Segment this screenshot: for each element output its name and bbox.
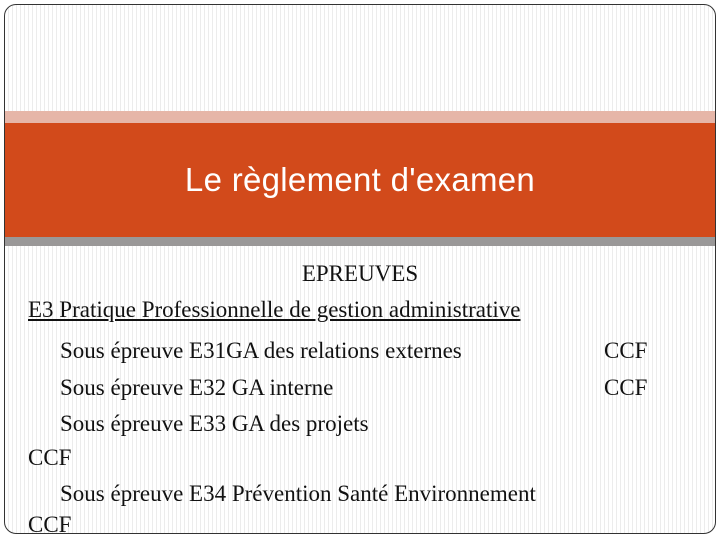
sub-exam-e31-mode: CCF <box>604 338 648 363</box>
title-band-bottom-stripe <box>5 237 715 246</box>
sub-exam-e34: Sous épreuve E34 Prévention Santé Environnement <box>60 481 536 506</box>
sub-exam-e34-mode: CCF <box>28 512 72 534</box>
slide-frame <box>4 4 716 534</box>
exam-e3-title: E3 Pratique Professionnelle de gestion administrative <box>28 297 521 322</box>
sub-exam-e32: Sous épreuve E32 GA interne <box>60 375 334 400</box>
sub-exam-e33-mode: CCF <box>28 445 72 470</box>
section-heading: EPREUVES <box>301 261 419 286</box>
sub-exam-e33: Sous épreuve E33 GA des projets <box>60 411 369 436</box>
sub-exam-e31: Sous épreuve E31GA des relations externes <box>60 338 462 363</box>
sub-exam-e32-mode: CCF <box>604 375 648 400</box>
slide-title: Le règlement d'examen <box>184 161 536 198</box>
title-band-top-stripe <box>5 111 715 123</box>
